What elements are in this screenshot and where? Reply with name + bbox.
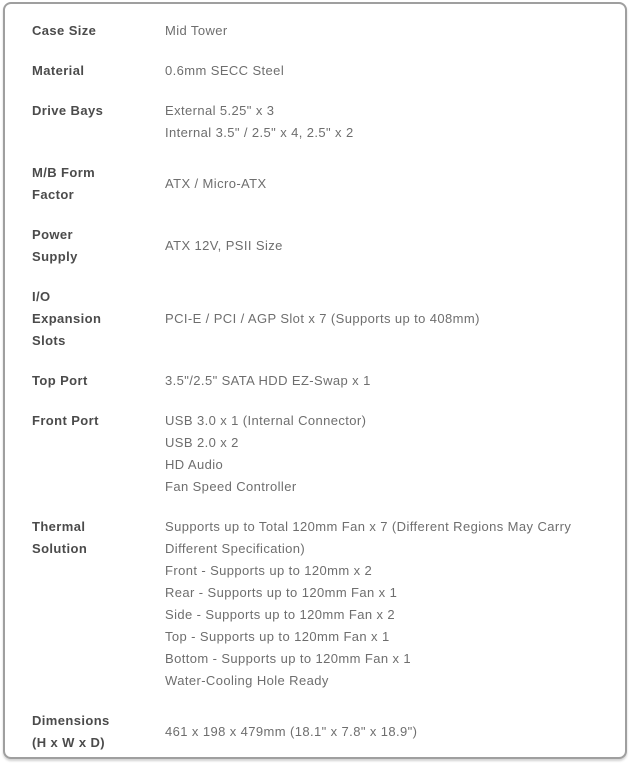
spec-value-line: Side - Supports up to 120mm Fan x 2 xyxy=(165,607,396,622)
spec-row xyxy=(32,516,605,692)
spec-value-line: ATX / Micro-ATX xyxy=(165,176,267,191)
spec-label xyxy=(32,20,165,42)
spec-value-line: 461 x 198 x 479mm (18.1" x 7.8" x 18.9") xyxy=(165,724,418,739)
spec-label-line: Top Port xyxy=(32,373,88,388)
spec-value-line: PCI-E / PCI / AGP Slot x 7 (Supports up to 408mm) xyxy=(165,311,480,326)
spec-label xyxy=(32,224,165,268)
spec-label xyxy=(32,60,165,82)
spec-label-line: Slots xyxy=(32,333,66,348)
spec-label-line: I/O xyxy=(32,289,51,304)
spec-value xyxy=(165,308,605,330)
spec-label xyxy=(32,710,165,754)
spec-value-line: 3.5"/2.5" SATA HDD EZ-Swap x 1 xyxy=(165,373,371,388)
spec-label-line: Front Port xyxy=(32,413,99,428)
spec-value-line: Supports up to Total 120mm Fan x 7 (Different Regions May Carry xyxy=(165,519,572,534)
spec-label-line: Expansion xyxy=(32,311,102,326)
spec-value xyxy=(165,370,605,392)
spec-label-line: Power xyxy=(32,227,74,242)
spec-row xyxy=(32,286,605,352)
spec-value-line: Mid Tower xyxy=(165,23,228,38)
spec-value-line: Front - Supports up to 120mm x 2 xyxy=(165,563,373,578)
spec-row xyxy=(32,224,605,268)
spec-label-line: (H x W x D) xyxy=(32,735,106,750)
spec-panel xyxy=(3,2,627,759)
spec-label xyxy=(32,162,165,206)
spec-value-line: Rear - Supports up to 120mm Fan x 1 xyxy=(165,585,398,600)
spec-value xyxy=(165,60,605,82)
spec-row xyxy=(32,710,605,754)
spec-label-line: Material xyxy=(32,63,85,78)
spec-row xyxy=(32,100,605,144)
spec-value-line: Internal 3.5" / 2.5" x 4, 2.5" x 2 xyxy=(165,125,354,140)
spec-label xyxy=(32,410,165,432)
spec-label-line: Supply xyxy=(32,249,78,264)
spec-value xyxy=(165,235,605,257)
spec-value-line: USB 3.0 x 1 (Internal Connector) xyxy=(165,413,367,428)
spec-value-line: HD Audio xyxy=(165,457,224,472)
spec-label-line: Thermal xyxy=(32,519,86,534)
spec-value-line: USB 2.0 x 2 xyxy=(165,435,239,450)
spec-value-line: Bottom - Supports up to 120mm Fan x 1 xyxy=(165,651,412,666)
spec-label-line: Dimensions xyxy=(32,713,110,728)
spec-value-line: External 5.25" x 3 xyxy=(165,103,275,118)
spec-label-line: Factor xyxy=(32,187,75,202)
spec-value xyxy=(165,721,605,743)
spec-value xyxy=(165,20,605,42)
spec-row xyxy=(32,410,605,498)
spec-label-line: Solution xyxy=(32,541,88,556)
spec-value xyxy=(165,410,605,498)
spec-label xyxy=(32,286,165,352)
spec-row xyxy=(32,60,605,82)
spec-value-line: Fan Speed Controller xyxy=(165,479,297,494)
spec-value-line: Water-Cooling Hole Ready xyxy=(165,673,329,688)
spec-value xyxy=(165,100,605,144)
spec-label xyxy=(32,516,165,560)
spec-row xyxy=(32,20,605,42)
spec-row xyxy=(32,370,605,392)
spec-label-line: M/B Form xyxy=(32,165,96,180)
spec-value-line: ATX 12V, PSII Size xyxy=(165,238,283,253)
spec-value-line: Top - Supports up to 120mm Fan x 1 xyxy=(165,629,390,644)
spec-label-line: Drive Bays xyxy=(32,103,104,118)
spec-value xyxy=(165,173,605,195)
spec-label xyxy=(32,370,165,392)
spec-value-line: Different Specification) xyxy=(165,541,306,556)
spec-value-line: 0.6mm SECC Steel xyxy=(165,63,285,78)
spec-label xyxy=(32,100,165,122)
spec-label-line: Case Size xyxy=(32,23,97,38)
spec-value xyxy=(165,516,605,692)
spec-row xyxy=(32,162,605,206)
spec-table xyxy=(32,20,605,754)
